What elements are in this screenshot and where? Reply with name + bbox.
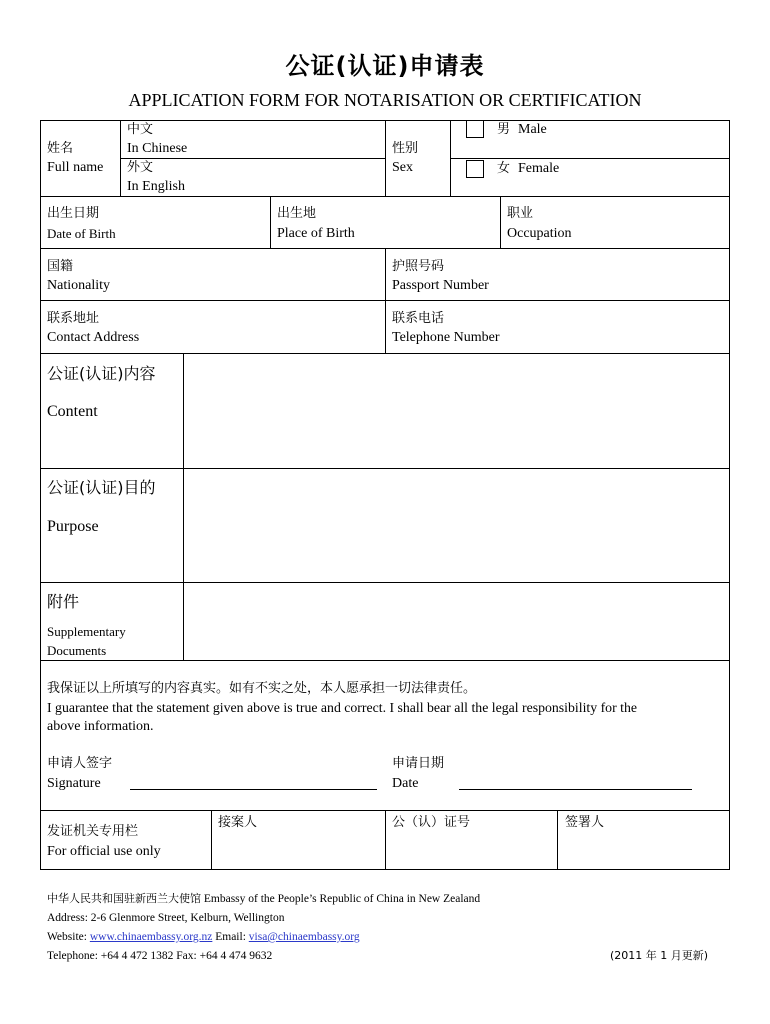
sex-label-cn: 性别 bbox=[392, 141, 419, 156]
address-label-cn: 联系地址 bbox=[47, 311, 100, 326]
nationality-label-en: Nationality bbox=[47, 278, 110, 293]
column-divider bbox=[500, 196, 501, 248]
receiver-label: 接案人 bbox=[218, 815, 258, 830]
column-divider bbox=[385, 810, 386, 870]
column-divider bbox=[385, 248, 386, 353]
sex-label-en: Sex bbox=[392, 160, 413, 175]
email-label: Email: bbox=[215, 931, 246, 943]
purpose-label-cn: 公证(认证)目的 bbox=[47, 478, 156, 497]
male-checkbox[interactable] bbox=[466, 120, 484, 138]
column-divider bbox=[385, 120, 386, 196]
signature-label-cn: 申请人签字 bbox=[47, 756, 113, 771]
footer-phone: Telephone: +64 4 472 1382 Fax: +64 4 474 9632 bbox=[47, 950, 273, 962]
name-english-label-en: In English bbox=[127, 179, 185, 194]
female-label-cn: 女 bbox=[497, 161, 511, 176]
column-divider bbox=[120, 120, 121, 196]
column-divider bbox=[183, 353, 184, 660]
attachments-label-en-line2: Documents bbox=[47, 643, 107, 658]
row-divider bbox=[40, 468, 730, 469]
row-divider bbox=[40, 660, 730, 661]
row-divider bbox=[40, 196, 730, 197]
official-use-label-en: For official use only bbox=[47, 844, 161, 859]
row-divider bbox=[40, 582, 730, 583]
footer-address: Address: 2-6 Glenmore Street, Kelburn, Wellington bbox=[47, 912, 285, 924]
female-checkbox[interactable] bbox=[466, 160, 484, 178]
full-name-label-cn: 姓名 bbox=[47, 141, 74, 156]
female-label-en: Female bbox=[518, 161, 560, 176]
official-use-label-cn: 发证机关专用栏 bbox=[47, 824, 139, 839]
attachments-label-en-line1: Supplementary bbox=[47, 624, 126, 639]
male-label-cn: 男 bbox=[497, 122, 511, 137]
passport-label-cn: 护照号码 bbox=[392, 259, 445, 274]
telephone-label-en: Telephone Number bbox=[392, 330, 500, 345]
male-label-en: Male bbox=[518, 122, 547, 137]
footer-updated bbox=[610, 948, 708, 964]
address-label-en: Contact Address bbox=[47, 330, 140, 345]
email-link[interactable]: visa@chinaembassy.org bbox=[248, 931, 360, 943]
column-divider bbox=[211, 810, 212, 870]
signature-line[interactable] bbox=[130, 789, 377, 790]
passport-label-en: Passport Number bbox=[392, 278, 489, 293]
form-title-chinese: 公证(认证)申请表 bbox=[285, 52, 485, 80]
form-title-english: APPLICATION FORM FOR NOTARISATION OR CERTIFICATION bbox=[128, 90, 642, 110]
date-label-en: Date bbox=[392, 776, 419, 791]
column-divider bbox=[270, 196, 271, 248]
attachments-label-cn: 附件 bbox=[47, 592, 80, 611]
pob-label-cn: 出生地 bbox=[277, 206, 317, 221]
telephone-label-cn: 联系电话 bbox=[392, 311, 445, 326]
footer-embassy bbox=[47, 891, 480, 907]
purpose-label-en: Purpose bbox=[47, 518, 99, 535]
website-label: Website: bbox=[47, 931, 87, 943]
declaration-cn: 我保证以上所填写的内容真实。如有不实之处，本人愿承担一切法律责任。 bbox=[47, 681, 477, 696]
signer-label: 签署人 bbox=[565, 815, 605, 830]
content-label-cn: 公证(认证)内容 bbox=[47, 364, 156, 383]
declaration-en-line1: I guarantee that the statement given above is true and correct. I shall bear all the legal responsibility for the bbox=[47, 700, 637, 715]
name-chinese-label-en: In Chinese bbox=[127, 141, 188, 156]
column-divider bbox=[557, 810, 558, 870]
footer-contact bbox=[47, 929, 360, 945]
dob-label-cn: 出生日期 bbox=[47, 206, 100, 221]
name-chinese-label-cn: 中文 bbox=[127, 122, 154, 137]
website-link[interactable]: www.chinaembassy.org.nz bbox=[89, 931, 213, 943]
signature-label-en: Signature bbox=[47, 776, 101, 791]
content-label-en: Content bbox=[47, 403, 98, 420]
name-english-label-cn: 外文 bbox=[127, 160, 154, 175]
certificate-number-label: 公（认）证号 bbox=[392, 815, 471, 830]
embassy-name-en: Embassy of the People’s Republic of China in New Zealand bbox=[203, 893, 481, 905]
updated-note: (2011 年 1 月更新) bbox=[610, 949, 709, 962]
occupation-label-en: Occupation bbox=[507, 226, 572, 241]
dob-label-en: Date of Birth bbox=[47, 226, 116, 241]
occupation-label-cn: 职业 bbox=[507, 206, 534, 221]
full-name-label-en: Full name bbox=[47, 160, 104, 175]
column-divider bbox=[450, 120, 451, 196]
declaration-en-line2: above information. bbox=[47, 719, 154, 734]
row-divider bbox=[40, 353, 730, 354]
sex-divider bbox=[450, 158, 730, 159]
name-divider bbox=[120, 158, 385, 159]
date-label-cn: 申请日期 bbox=[392, 756, 445, 771]
date-line[interactable] bbox=[459, 789, 692, 790]
nationality-label-cn: 国籍 bbox=[47, 259, 74, 274]
embassy-name-cn: 中华人民共和国驻新西兰大使馆 bbox=[47, 892, 201, 905]
pob-label-en: Place of Birth bbox=[277, 226, 355, 241]
